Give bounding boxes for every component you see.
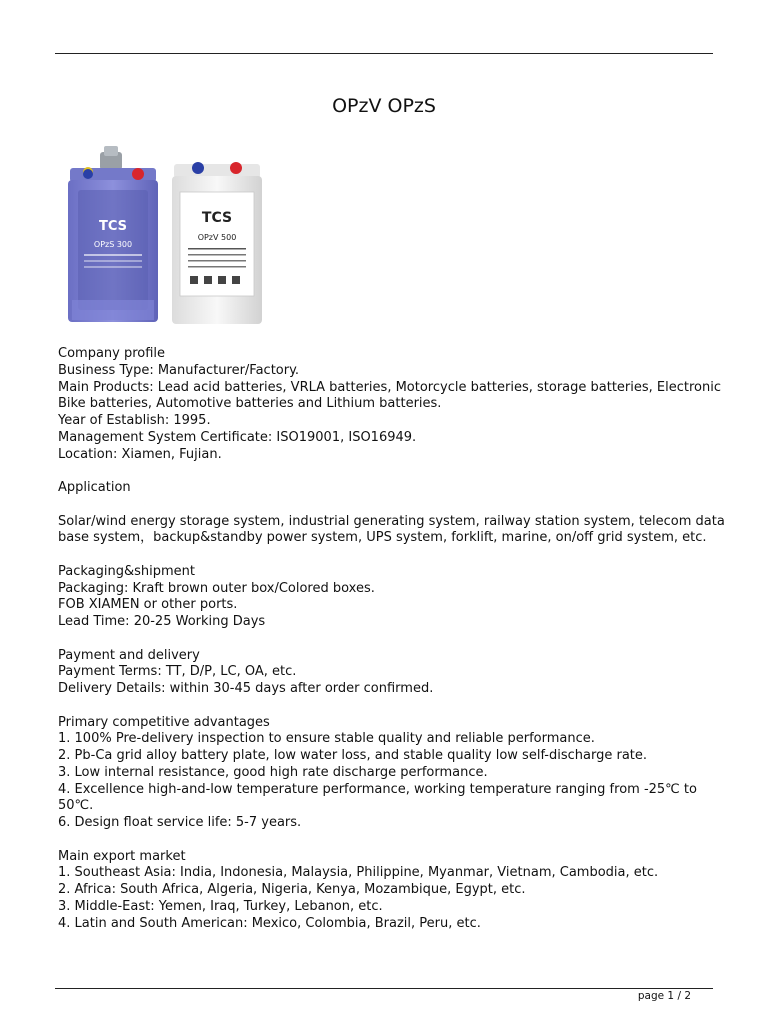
lead-time: Lead Time: 20-25 Working Days bbox=[58, 614, 266, 629]
spacer bbox=[58, 547, 718, 564]
export-item-1: 1. Southeast Asia: India, Indonesia, Malaysia, Philippine, Myanmar, Vietnam, Cambodia, etc. bbox=[58, 865, 659, 881]
delivery-details: Delivery Details: within 30-45 days after order confirmed. bbox=[58, 681, 434, 696]
advantage-item-4-line-1: 4. Excellence high-and-low temperature performance, working temperature ranging from -25℃ to bbox=[58, 781, 697, 797]
left-battery bbox=[68, 146, 158, 322]
svg-text:TCS: TCS bbox=[98, 219, 128, 234]
page-number: page 1 / 2 bbox=[637, 990, 691, 1002]
document-body bbox=[58, 346, 725, 932]
location: Location: Xiamen, Fujian. bbox=[58, 446, 222, 462]
spacer bbox=[58, 463, 718, 480]
footer-rule bbox=[55, 988, 713, 989]
application-heading: Application bbox=[58, 480, 131, 495]
advantages-heading: Primary competitive advantages bbox=[58, 714, 270, 730]
right-battery bbox=[172, 162, 262, 324]
year-of-establish: Year of Establish: 1995. bbox=[58, 413, 211, 428]
header-rule bbox=[55, 53, 713, 54]
battery-product-image bbox=[58, 140, 266, 332]
advantage-item-6: 6. Design float service life: 5-7 years. bbox=[58, 815, 302, 830]
application-line-1: Solar/wind energy storage system, industrial generating system, railway station system, telecom data bbox=[58, 513, 725, 529]
packaging-heading: Packaging&shipment bbox=[58, 563, 196, 579]
business-type: Business Type: Manufacturer/Factory. bbox=[58, 362, 300, 378]
payment-heading: Payment and delivery bbox=[58, 647, 200, 663]
svg-text:OPzS 300: OPzS 300 bbox=[93, 240, 133, 249]
application-line-2: base system，backup&standby power system, UPS system, forklift, marine, on/off grid system, etc. bbox=[58, 530, 707, 546]
svg-text:TCS: TCS bbox=[201, 210, 233, 226]
advantage-item-1: 1. 100% Pre-delivery inspection to ensure stable quality and reliable performance. bbox=[58, 731, 595, 747]
management-certificate: Management System Certificate: ISO19001, ISO16949. bbox=[58, 429, 417, 445]
advantage-item-3: 3. Low internal resistance, good high rate discharge performance. bbox=[58, 764, 488, 780]
spacer bbox=[58, 698, 718, 715]
advantage-item-4-line-2: 50℃. bbox=[58, 798, 94, 814]
company-heading: Company profile bbox=[58, 346, 166, 361]
spacer bbox=[58, 497, 718, 514]
spacer bbox=[58, 631, 718, 648]
packaging-detail: Packaging: Kraft brown outer box/Colored boxes. bbox=[58, 580, 375, 596]
main-products-line-2: Bike batteries, Automotive batteries and Lithium batteries. bbox=[58, 396, 442, 412]
export-item-4: 4. Latin and South American: Mexico, Colombia, Brazil, Peru, etc. bbox=[58, 915, 481, 931]
export-heading: Main export market bbox=[58, 848, 186, 864]
payment-terms: Payment Terms: TT, D/P, LC, OA, etc. bbox=[58, 664, 297, 680]
export-item-3: 3. Middle-East: Yemen, Iraq, Turkey, Lebanon, etc. bbox=[58, 898, 383, 914]
main-products-line-1: Main Products: Lead acid batteries, VRLA batteries, Motorcycle batteries, storage batteries, Electronic bbox=[58, 379, 721, 395]
document-title: OPzV OPzS bbox=[332, 95, 436, 117]
fob-port: FOB XIAMEN or other ports. bbox=[58, 597, 238, 613]
export-item-2: 2. Africa: South Africa, Algeria, Nigeria, Kenya, Mozambique, Egypt, etc. bbox=[58, 882, 526, 897]
svg-text:OPzV 500: OPzV 500 bbox=[197, 233, 237, 242]
spacer bbox=[58, 832, 718, 849]
advantage-item-2: 2. Pb-Ca grid alloy battery plate, low water loss, and stable quality low self-discharge rate. bbox=[58, 748, 648, 763]
